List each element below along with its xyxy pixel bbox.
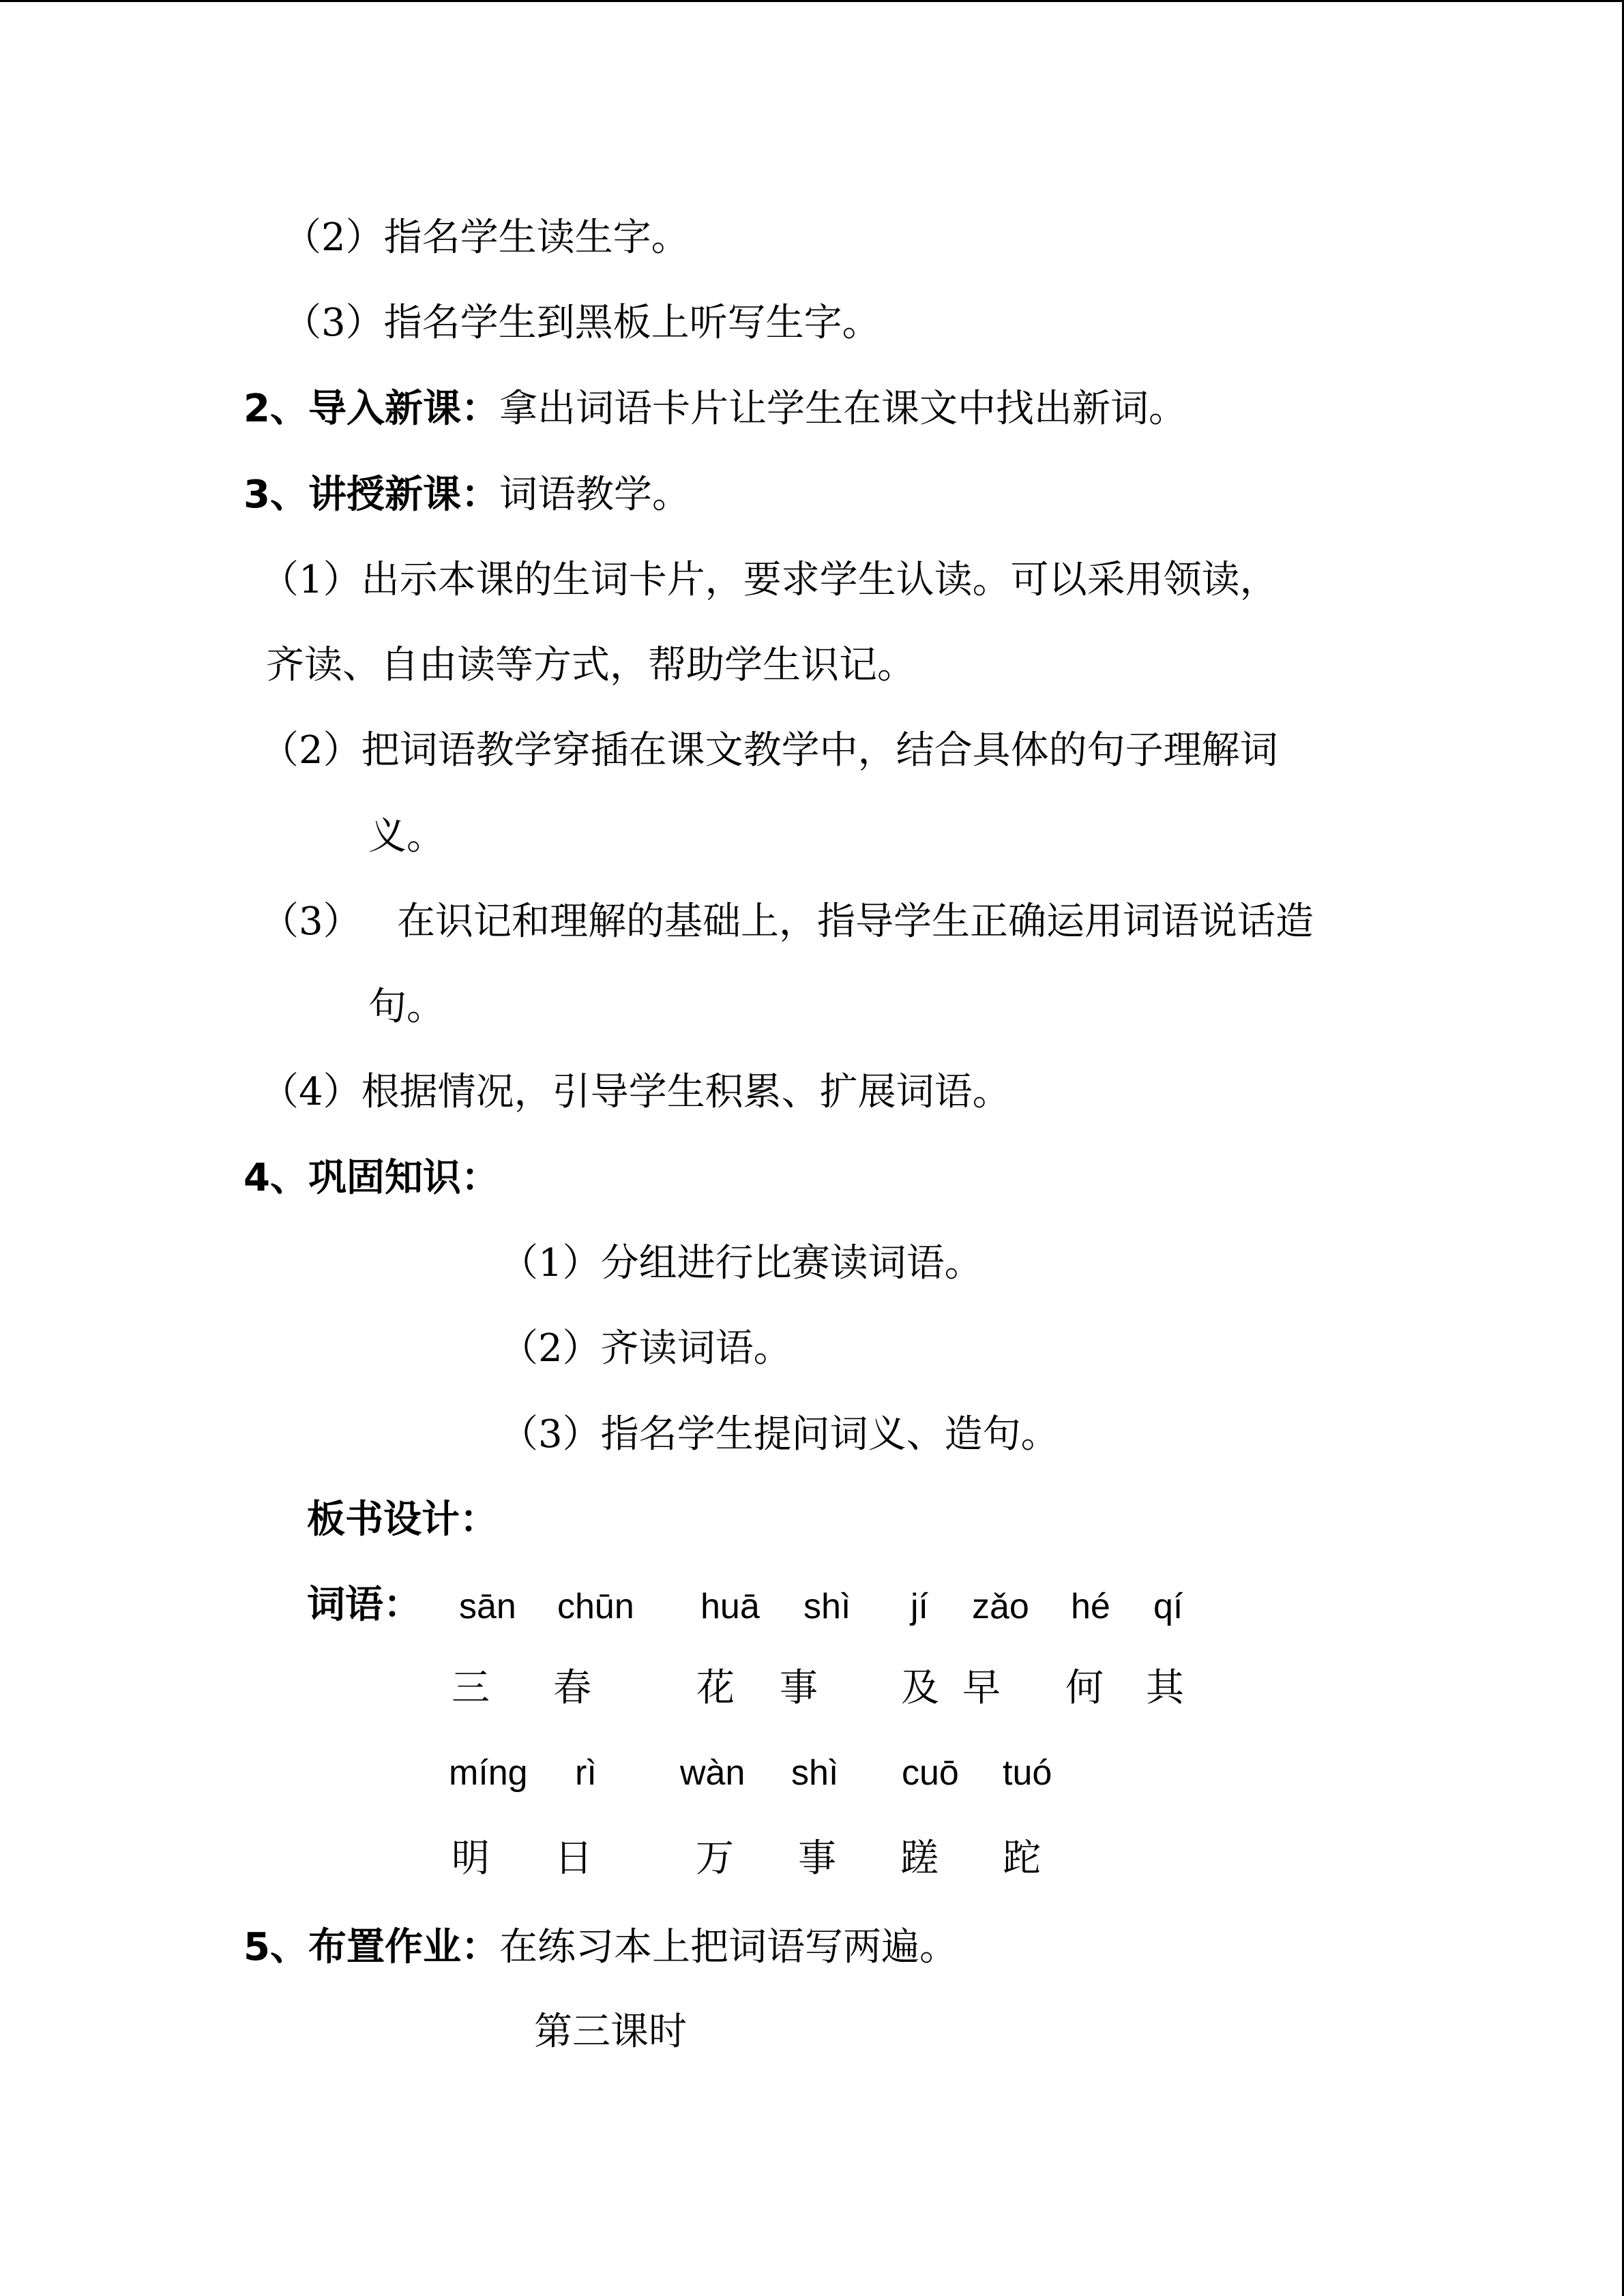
section-3-heading (243, 471, 690, 520)
pinyin-san: sān (459, 1587, 516, 1626)
section-3-item-1-line-1: （1）出示本课的生词卡片，要求学生认读。可以采用领读， (261, 558, 1278, 602)
hanzi-hua: 花 (696, 1666, 735, 1710)
pinyin-wan: wàn (680, 1753, 745, 1793)
pinyin-cuo: cuō (902, 1753, 959, 1793)
section-2-heading (243, 385, 1187, 434)
hanzi-chun: 春 (553, 1666, 591, 1710)
section-4-item-2: （2）齐读词语。 (500, 1326, 792, 1371)
hanzi-he: 何 (1065, 1666, 1104, 1710)
section-3-text: 词语教学。 (499, 473, 690, 517)
section-3-item-3-line-1: 在识记和理解的基础上，指导学生正确运用词语说话造 (397, 899, 1314, 944)
hanzi-tuo: 跎 (1003, 1836, 1041, 1881)
step-1-item-3: （3）指名学生到黑板上听写生字。 (283, 301, 881, 345)
hanzi-cuo: 蹉 (900, 1836, 939, 1881)
hanzi-zao: 早 (962, 1666, 1001, 1710)
pinyin-hua: huā (700, 1587, 760, 1626)
section-3-item-3-number: （3） (261, 899, 361, 944)
page-top-border (0, 0, 1624, 2)
section-3-label: 3、讲授新课： (243, 473, 499, 517)
pinyin-he: hé (1071, 1587, 1110, 1626)
next-lesson-title: 第三课时 (534, 2010, 687, 2054)
section-5-heading (243, 1923, 958, 1972)
hanzi-ri: 日 (555, 1836, 593, 1881)
hanzi-ming: 明 (452, 1836, 490, 1881)
pinyin-shi-2: shì (791, 1753, 839, 1793)
section-3-item-4: （4）根据情况，引导学生积累、扩展词语。 (261, 1070, 1011, 1114)
pinyin-tuo: tuó (1003, 1753, 1052, 1793)
hanzi-qi: 其 (1146, 1666, 1184, 1710)
words-label: 词语： (307, 1583, 422, 1627)
section-4-item-1: （1）分组进行比赛读词语。 (500, 1241, 983, 1285)
section-2-text: 拿出词语卡片让学生在课文中找出新词。 (499, 387, 1187, 431)
pinyin-shi: shì (803, 1587, 851, 1626)
hanzi-ji: 及 (901, 1666, 939, 1710)
section-4-item-3: （3）指名学生提问词义、造句。 (500, 1412, 1059, 1457)
hanzi-shi-2: 事 (798, 1836, 836, 1881)
pinyin-ming: míng (449, 1753, 528, 1793)
section-2-label: 2、导入新课： (243, 387, 499, 431)
pinyin-ri: rì (575, 1753, 597, 1793)
section-3-item-2-line-2: 义。 (368, 814, 445, 859)
section-5-text: 在练习本上把词语写两遍。 (499, 1925, 958, 1969)
pinyin-chun: chūn (557, 1587, 634, 1626)
section-3-item-1-line-2: 齐读、自由读等方式，帮助学生识记。 (266, 643, 915, 687)
section-3-item-2-line-1: （2）把词语教学穿插在课文教学中，结合具体的句子理解词 (261, 728, 1278, 773)
pinyin-zao: zǎo (972, 1587, 1029, 1626)
section-5-label: 5、布置作业： (243, 1925, 499, 1969)
pinyin-qi: qí (1153, 1587, 1183, 1626)
hanzi-san: 三 (452, 1666, 490, 1710)
hanzi-wan: 万 (696, 1836, 734, 1881)
pinyin-ji: jí (911, 1587, 928, 1626)
step-1-item-2: （2）指名学生读生字。 (283, 215, 690, 260)
hanzi-shi: 事 (780, 1666, 818, 1710)
section-3-item-3-line-2: 句。 (368, 985, 445, 1029)
section-4-heading (243, 1154, 499, 1203)
board-design-title: 板书设计： (307, 1497, 498, 1542)
section-4-label: 4、巩固知识： (243, 1156, 499, 1200)
